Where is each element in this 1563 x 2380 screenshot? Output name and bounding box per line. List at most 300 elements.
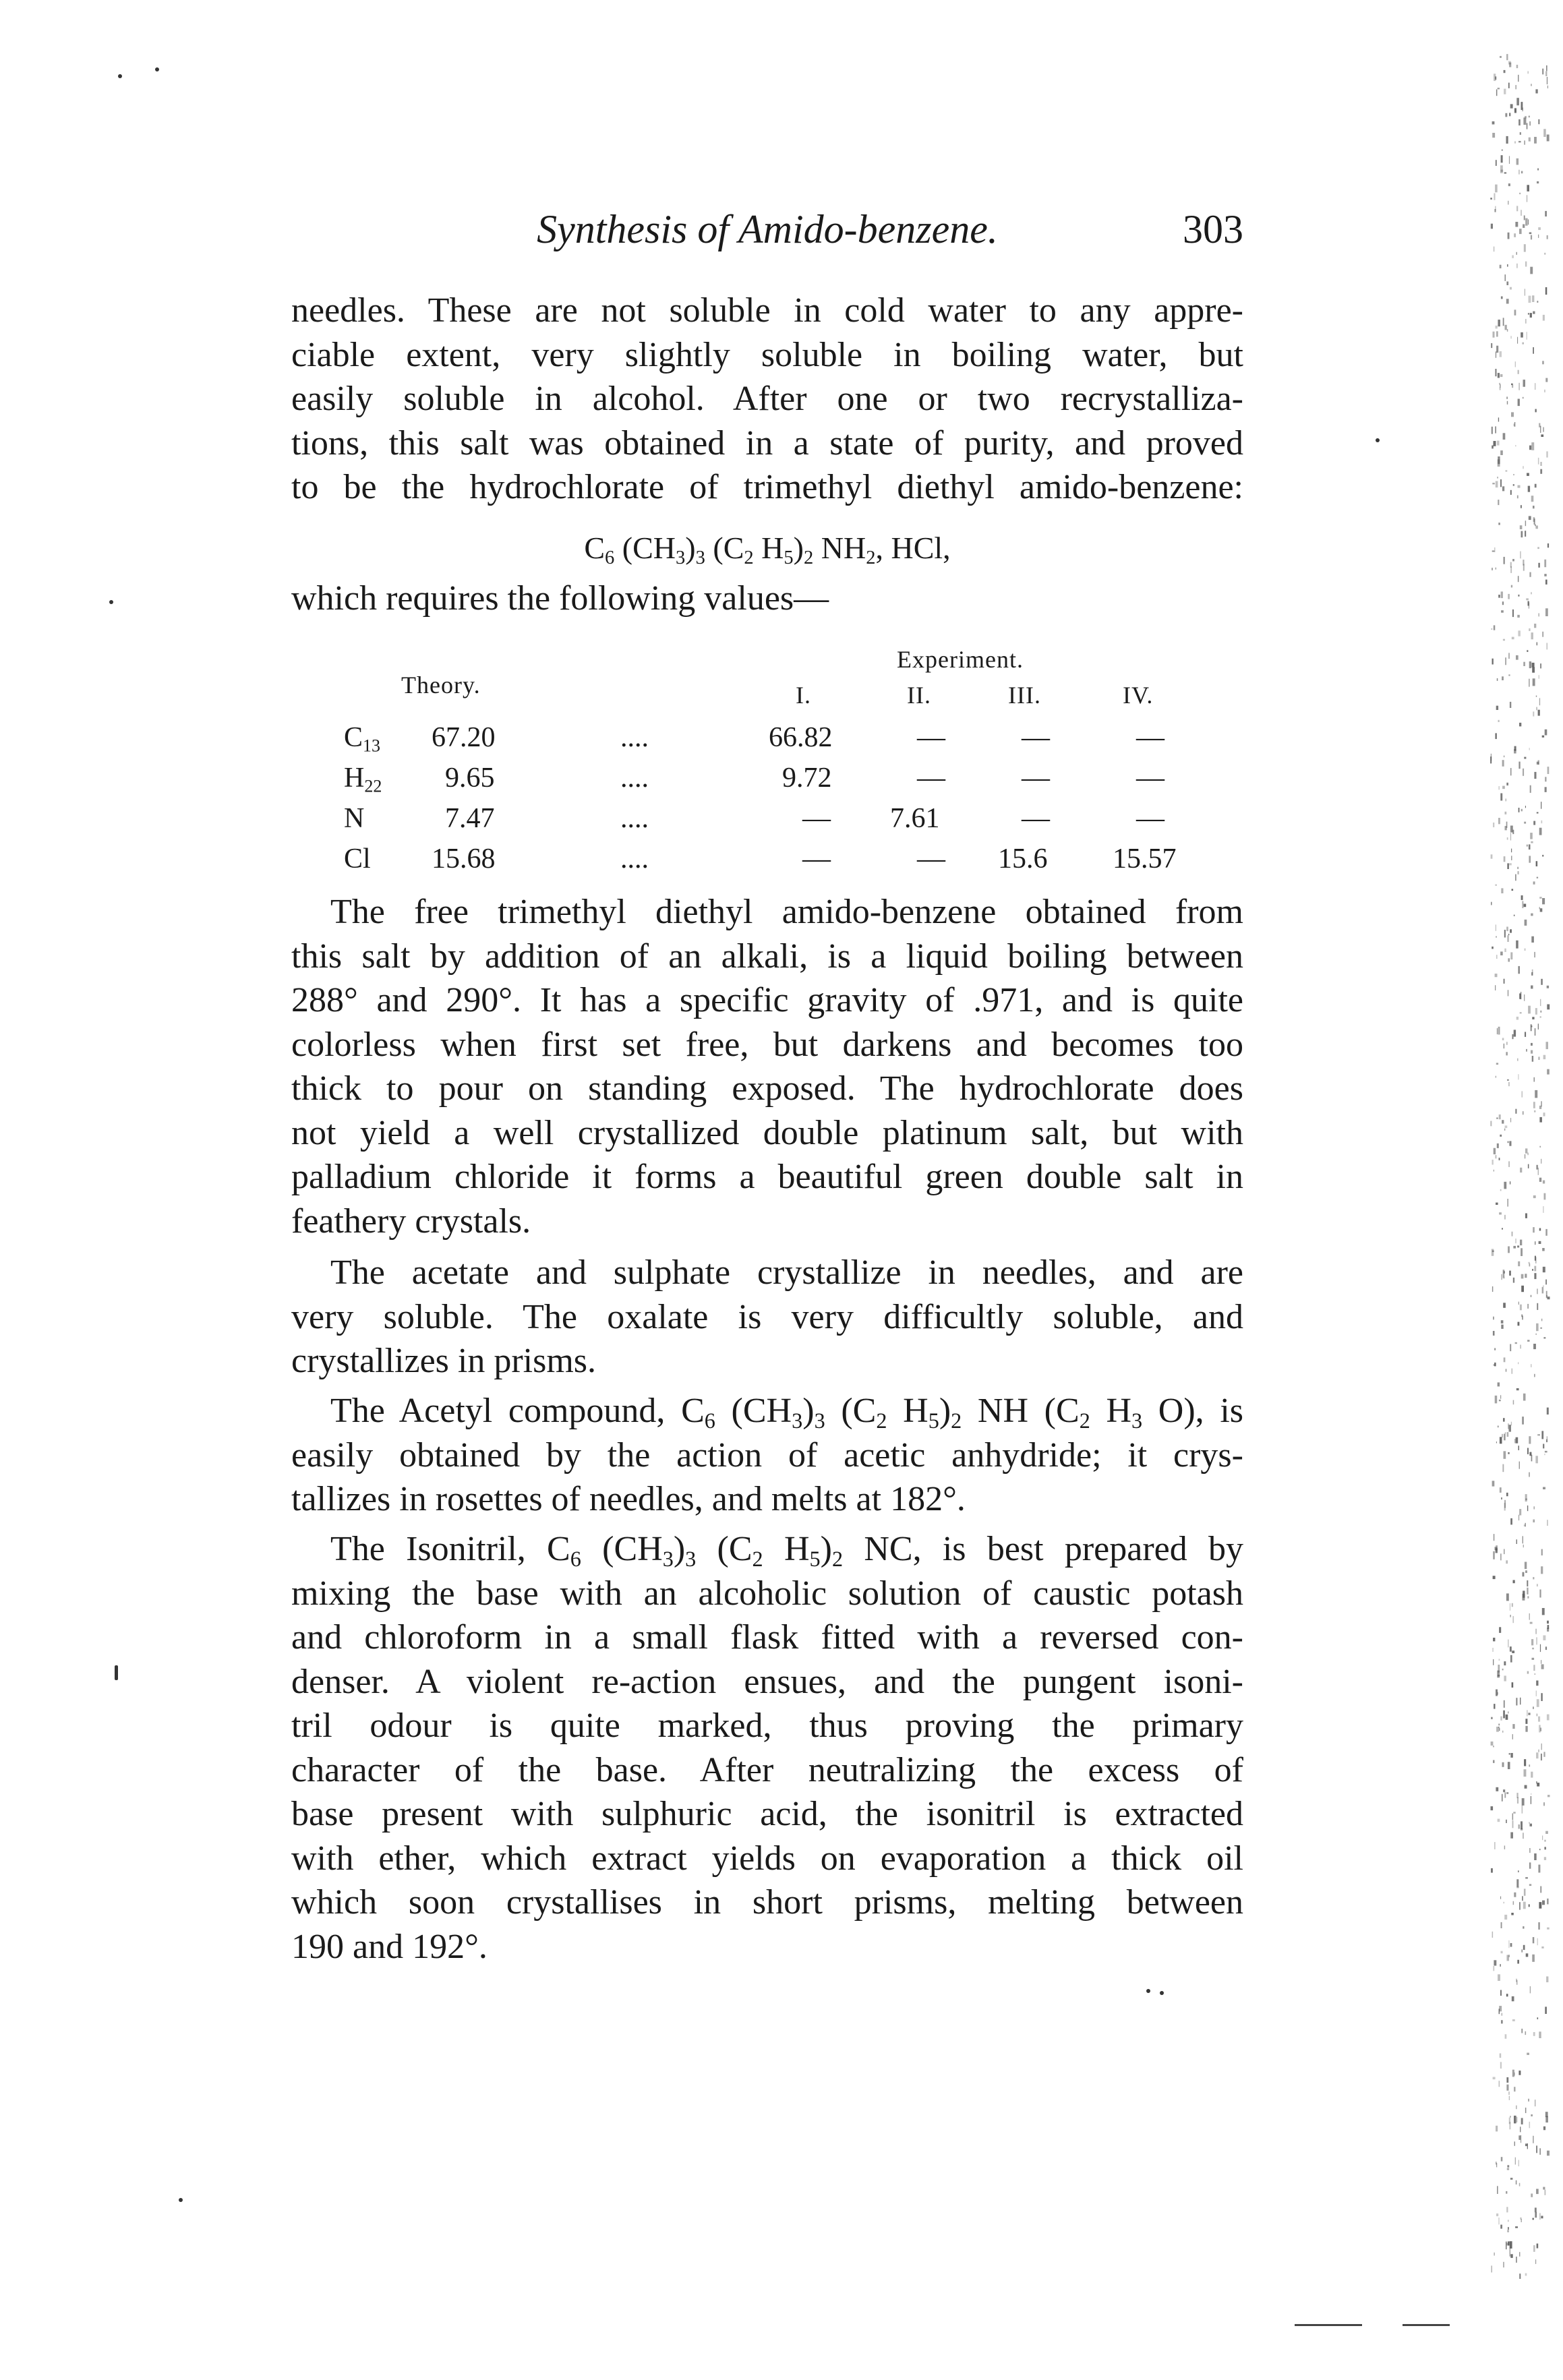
- scan-noise-mark: [1506, 396, 1508, 398]
- scan-noise-mark: [1493, 1966, 1494, 1971]
- scan-noise-mark: [1516, 1539, 1517, 1544]
- scan-noise-mark: [1543, 1055, 1546, 1059]
- scan-noise-mark: [1510, 1753, 1512, 1758]
- scan-noise-mark: [1496, 160, 1497, 166]
- scan-noise-mark: [1516, 264, 1518, 268]
- scan-noise-mark: [1533, 881, 1535, 884]
- scan-noise-mark: [1525, 1785, 1527, 1789]
- scan-noise-mark: [1510, 2241, 1512, 2249]
- scan-noise-mark: [1517, 1960, 1519, 1964]
- scan-noise-mark: [1527, 1506, 1528, 1511]
- scan-noise-mark: [1523, 662, 1525, 666]
- scan-noise-mark: [1508, 233, 1510, 239]
- scan-noise-mark: [1511, 585, 1512, 588]
- scan-noise-mark: [1537, 1783, 1539, 1787]
- scan-noise-mark: [1512, 637, 1514, 640]
- scan-noise-mark: [1506, 927, 1508, 932]
- experiment-value: —: [1022, 803, 1050, 834]
- scan-noise-mark: [1491, 902, 1492, 905]
- text-line: easily soluble in alcohol. After one or two recrystalliza-: [291, 380, 1243, 418]
- scan-noise-mark: [1500, 1897, 1501, 1899]
- scan-noise-mark: [1535, 2259, 1536, 2264]
- scan-edge-noise: [1483, 54, 1551, 2279]
- scan-noise-mark: [1537, 877, 1538, 879]
- scan-noise-mark: [1506, 1593, 1509, 1601]
- text-line: The acetate and sulphate crystallize in needles, and are: [330, 1253, 1243, 1292]
- scan-noise-mark: [1504, 1044, 1505, 1048]
- scan-noise-mark: [1538, 235, 1539, 238]
- scan-noise-mark: [1531, 235, 1532, 240]
- scan-noise-mark: [1521, 1828, 1523, 1831]
- scan-noise-mark: [1539, 1241, 1541, 1244]
- scan-noise-mark: [1502, 486, 1504, 491]
- scan-noise-mark: [1531, 936, 1534, 943]
- scan-noise-mark: [1523, 1394, 1526, 1401]
- scan-noise-mark: [1545, 1831, 1548, 1834]
- scan-noise-mark: [1524, 757, 1526, 759]
- scan-noise-mark: [1490, 1121, 1492, 1127]
- scan-noise-mark: [1509, 863, 1512, 865]
- scan-noise-mark: [1535, 409, 1537, 413]
- scan-noise-mark: [1492, 659, 1494, 665]
- scan-noise-mark: [1529, 1884, 1531, 1886]
- scan-noise-mark: [1507, 264, 1508, 267]
- scan-noise-mark: [1541, 1754, 1542, 1760]
- scan-noise-mark: [1494, 625, 1496, 630]
- scan-noise-mark: [1498, 818, 1500, 824]
- scan-noise-mark: [1518, 1261, 1520, 1266]
- scan-noise-mark: [1540, 1886, 1541, 1893]
- scan-noise-mark: [1523, 769, 1524, 776]
- scan-noise-mark: [1506, 1560, 1508, 1564]
- scan-noise-mark: [1538, 1717, 1540, 1722]
- scan-noise-mark: [1517, 615, 1520, 618]
- scan-noise-mark: [1523, 397, 1524, 398]
- scan-noise-mark: [1523, 1572, 1525, 1577]
- scan-noise-mark: [1500, 1717, 1502, 1721]
- scan-noise-mark: [1504, 1902, 1505, 1903]
- scan-noise-mark: [1504, 979, 1505, 984]
- scan-noise-mark: [1533, 1195, 1536, 1198]
- scan-noise-mark: [1544, 1454, 1545, 1455]
- scan-noise-mark: [1526, 1953, 1529, 1957]
- scan-noise-mark: [1512, 609, 1514, 617]
- scan-noise-mark: [1541, 1664, 1544, 1669]
- scan-noise-mark: [1514, 2116, 1516, 2124]
- scan-noise-mark: [1533, 711, 1534, 716]
- scan-noise-mark: [1514, 233, 1516, 237]
- scan-noise-mark: [1495, 76, 1496, 80]
- text-line: feathery crystals.: [291, 1201, 531, 1241]
- scan-noise-mark: [1547, 1005, 1550, 1010]
- scan-noise-mark: [1540, 663, 1541, 668]
- scan-noise-mark: [1509, 2096, 1510, 2100]
- scan-noise-mark: [1499, 1627, 1501, 1633]
- scan-noise-mark: [1495, 974, 1498, 977]
- scan-noise-mark: [1508, 1082, 1509, 1086]
- text-line: The Isonitril, $C_6$ $(CH_3)_3$ ($C_2$ $H_5)_2$ NC, is best prepared by: [330, 1530, 1243, 1572]
- scan-noise-mark: [1537, 812, 1539, 814]
- scan-noise-mark: [1500, 1487, 1502, 1493]
- scan-noise-mark: [1529, 661, 1531, 668]
- scan-noise-mark: [1547, 1069, 1550, 1075]
- scan-noise-mark: [1501, 1922, 1502, 1928]
- scan-noise-mark: [1539, 828, 1542, 835]
- scan-noise-mark: [1510, 1518, 1512, 1525]
- scan-noise-mark: [1528, 2099, 1529, 2102]
- scan-noise-mark: [1531, 442, 1534, 450]
- scan-noise-mark: [1516, 941, 1518, 949]
- column-header: IV.: [1123, 682, 1154, 709]
- scan-noise-mark: [1528, 1006, 1531, 1014]
- experiment-value: —: [1022, 763, 1050, 794]
- scan-noise-mark: [1512, 1996, 1514, 2001]
- scan-noise-mark: [1508, 934, 1509, 935]
- scan-noise-mark: [1511, 1913, 1514, 1915]
- scan-noise-mark: [1535, 2207, 1537, 2212]
- scan-noise-mark: [1494, 2253, 1495, 2256]
- scan-noise-mark: [1535, 89, 1537, 93]
- scan-noise-mark: [1498, 459, 1500, 467]
- scan-noise-mark: [1536, 1334, 1537, 1335]
- scan-noise-mark: [1535, 383, 1536, 390]
- scan-noise-mark: [1525, 262, 1527, 267]
- scan-noise-mark: [1498, 417, 1499, 421]
- scan-noise-mark: [1503, 1710, 1505, 1719]
- scan-noise-mark: [1531, 632, 1533, 639]
- scan-noise-mark: [1533, 1577, 1534, 1579]
- scan-noise-mark: [1532, 1269, 1533, 1271]
- scan-noise-mark: [1531, 592, 1532, 594]
- scan-noise-mark: [1542, 1608, 1545, 1615]
- scan-noise-mark: [1547, 986, 1549, 988]
- scan-noise-mark: [1514, 108, 1516, 113]
- scan-noise-mark: [1512, 1682, 1514, 1688]
- scan-noise-mark: [1500, 1553, 1502, 1560]
- scan-noise-mark: [1510, 1344, 1511, 1352]
- scan-noise-mark: [1494, 1364, 1496, 1366]
- text-line: very soluble. The oxalate is very difficultly soluble, and: [291, 1297, 1243, 1336]
- scan-noise-mark: [1538, 563, 1540, 568]
- scan-noise-mark: [1491, 343, 1492, 348]
- scan-noise-mark: [1498, 1819, 1500, 1822]
- scan-noise-mark: [1516, 252, 1518, 255]
- scan-noise-mark: [1491, 1742, 1494, 1746]
- scan-noise-mark: [1527, 473, 1529, 476]
- experiment-value: 9.72: [782, 763, 832, 794]
- scan-noise-mark: [1508, 1452, 1509, 1454]
- scan-noise-mark: [1520, 1305, 1522, 1311]
- scan-noise-mark: [1546, 1042, 1549, 1049]
- scan-noise-mark: [1510, 490, 1512, 495]
- theory-value: 15.68: [432, 843, 496, 874]
- scan-noise-mark: [1502, 1120, 1504, 1123]
- scan-noise-mark: [1508, 958, 1510, 961]
- scan-noise-mark: [1525, 1562, 1527, 1570]
- scan-noise-mark: [1547, 1795, 1550, 1797]
- scan-noise-mark: [1532, 667, 1535, 672]
- scan-noise-mark: [1502, 150, 1503, 151]
- scan-noise-mark: [1543, 129, 1546, 137]
- scan-noise-mark: [1500, 450, 1503, 455]
- scan-noise-mark: [1495, 209, 1496, 212]
- scan-noise-mark: [1508, 1762, 1510, 1769]
- scan-noise-mark: [1541, 979, 1543, 985]
- scan-noise-mark: [1530, 1986, 1531, 1993]
- scan-noise-mark: [1500, 2225, 1502, 2229]
- text-line: character of the base. After neutralizing the excess of: [291, 1750, 1243, 1789]
- scan-noise-mark: [1525, 949, 1526, 951]
- scan-noise-mark: [1528, 313, 1529, 314]
- scan-noise-mark: [1531, 1796, 1532, 1804]
- scan-noise-mark: [1505, 812, 1507, 814]
- scan-noise-mark: [1536, 1752, 1538, 1758]
- scan-noise-mark: [1494, 1148, 1496, 1154]
- scan-noise-mark: [1534, 1110, 1536, 1112]
- scan-noise-mark: [1497, 2186, 1498, 2194]
- scan-noise-mark: [1539, 1902, 1541, 1909]
- scan-noise-mark: [1501, 1320, 1504, 1323]
- scan-noise-mark: [1520, 1698, 1521, 1705]
- scan-noise-mark: [1529, 1862, 1531, 1868]
- scan-noise-mark: [1547, 86, 1548, 88]
- scan-noise-mark: [1539, 1849, 1540, 1850]
- scan-noise-mark: [1530, 785, 1531, 793]
- scan-noise-mark: [1525, 1148, 1527, 1153]
- scan-noise-mark: [1521, 531, 1523, 538]
- paragraph-free-base: [291, 890, 1243, 1243]
- scan-noise-mark: [1547, 1928, 1550, 1930]
- scan-noise-mark: [1543, 1752, 1545, 1756]
- scan-noise-mark: [1501, 2013, 1502, 2016]
- scan-noise-mark: [1529, 844, 1531, 850]
- scan-noise-mark: [1528, 219, 1529, 225]
- scan-noise-mark: [1535, 1028, 1536, 1036]
- scan-noise-mark: [1514, 1893, 1516, 1897]
- scan-noise-mark: [1496, 955, 1498, 959]
- scan-noise-mark: [1492, 568, 1493, 570]
- text-line: denser. A violent re-action ensues, and the pungent isoni-: [291, 1662, 1243, 1701]
- scan-noise-mark: [1504, 1182, 1506, 1189]
- scan-noise-mark: [1493, 1551, 1495, 1559]
- scan-noise-mark: [1519, 229, 1522, 234]
- scan-noise-mark: [1504, 930, 1506, 938]
- scan-noise-mark: [1497, 678, 1498, 681]
- scan-noise-mark: [1524, 904, 1527, 908]
- scan-noise-mark: [1539, 1146, 1541, 1148]
- theory-value: 7.47: [445, 803, 495, 834]
- scan-noise-mark: [1507, 935, 1509, 942]
- scan-noise-mark: [1521, 2118, 1523, 2124]
- scan-noise-mark: [1519, 2183, 1521, 2186]
- scan-noise-mark: [1530, 833, 1533, 839]
- experiment-value: —: [917, 722, 945, 753]
- scan-noise-mark: [1504, 1661, 1506, 1665]
- paragraph-isonitril: [291, 1527, 1243, 1969]
- scan-noise-mark: [1537, 2017, 1539, 2019]
- scan-noise-mark: [1506, 1994, 1508, 1996]
- scan-noise-mark: [1495, 985, 1496, 990]
- scan-speck: [179, 2198, 183, 2202]
- scan-noise-mark: [1518, 966, 1520, 974]
- scan-noise-mark: [1528, 486, 1530, 492]
- scan-noise-mark: [1512, 1734, 1513, 1739]
- leader-dots: ....: [620, 843, 649, 874]
- scan-noise-mark: [1492, 121, 1495, 125]
- scan-noise-mark: [1512, 385, 1513, 388]
- scan-noise-mark: [1526, 1049, 1527, 1052]
- scan-noise-mark: [1525, 319, 1527, 324]
- scan-speck: [155, 67, 159, 71]
- scan-noise-mark: [1547, 2151, 1550, 2156]
- scan-noise-mark: [1527, 2053, 1529, 2055]
- scan-noise-mark: [1495, 426, 1496, 433]
- scan-noise-mark: [1521, 1248, 1523, 1256]
- scan-noise-mark: [1547, 1520, 1548, 1526]
- scan-noise-mark: [1505, 1125, 1508, 1128]
- scan-noise-mark: [1506, 2077, 1508, 2083]
- scan-noise-mark: [1546, 65, 1547, 71]
- scan-noise-mark: [1537, 1584, 1538, 1586]
- scan-noise-mark: [1491, 854, 1493, 858]
- scan-noise-mark: [1498, 1426, 1499, 1428]
- scan-noise-mark: [1531, 1639, 1533, 1645]
- scan-noise-mark: [1525, 806, 1526, 808]
- scan-noise-mark: [1516, 1879, 1518, 1886]
- scan-noise-mark: [1503, 639, 1505, 641]
- scan-noise-mark: [1529, 679, 1530, 687]
- scan-noise-mark: [1518, 576, 1519, 582]
- scan-noise-mark: [1529, 1848, 1531, 1853]
- scan-noise-mark: [1547, 235, 1548, 239]
- scan-noise-mark: [1539, 1117, 1542, 1123]
- scan-noise-mark: [1495, 369, 1496, 376]
- scan-noise-mark: [1512, 256, 1514, 258]
- scan-noise-mark: [1534, 1374, 1535, 1377]
- scan-noise-mark: [1531, 986, 1533, 989]
- text-line: thick to pour on standing exposed. The hydrochlorate does: [291, 1069, 1243, 1108]
- scan-noise-mark: [1543, 2126, 1545, 2131]
- scan-noise-mark: [1493, 332, 1495, 338]
- scan-noise-mark: [1508, 653, 1509, 659]
- experiment-header: Experiment.: [897, 646, 1024, 673]
- scan-noise-mark: [1506, 783, 1508, 785]
- scan-noise-mark: [1546, 1291, 1547, 1299]
- scan-noise-mark: [1505, 1432, 1506, 1433]
- scan-noise-mark: [1510, 826, 1513, 833]
- scan-noise-mark: [1501, 155, 1503, 162]
- scan-noise-mark: [1494, 441, 1496, 446]
- scan-noise-mark: [1498, 1974, 1500, 1981]
- scan-noise-mark: [1541, 1549, 1543, 1555]
- scan-noise-mark: [1533, 347, 1534, 354]
- scan-noise-mark: [1543, 1112, 1545, 1116]
- scan-noise-mark: [1496, 1548, 1498, 1553]
- scan-noise-mark: [1498, 523, 1500, 525]
- scan-noise-mark: [1525, 1719, 1527, 1724]
- scan-noise-mark: [1521, 809, 1523, 812]
- scan-noise-mark: [1525, 1877, 1528, 1878]
- scan-noise-mark: [1525, 2273, 1527, 2276]
- scan-noise-mark: [1533, 1706, 1534, 1709]
- scan-noise-mark: [1501, 2157, 1503, 2161]
- experiment-value: 15.6: [998, 843, 1048, 874]
- scan-noise-mark: [1496, 346, 1498, 353]
- scan-noise-mark: [1530, 267, 1533, 274]
- scan-noise-mark: [1508, 2091, 1510, 2095]
- scan-noise-mark: [1543, 1337, 1545, 1338]
- scan-noise-mark: [1507, 401, 1508, 405]
- text-line: palladium chloride it forms a beautiful green double salt in: [291, 1158, 1243, 1196]
- scan-noise-mark: [1500, 1189, 1502, 1191]
- scan-noise-mark: [1520, 2126, 1521, 2132]
- scan-speck: [1146, 1989, 1150, 1993]
- scan-noise-mark: [1540, 462, 1542, 466]
- scan-noise-mark: [1493, 1746, 1494, 1747]
- scan-noise-mark: [1535, 1256, 1536, 1261]
- scan-noise-mark: [1523, 225, 1525, 229]
- scan-noise-mark: [1533, 1665, 1535, 1671]
- scan-noise-mark: [1517, 496, 1518, 499]
- scan-noise-mark: [1518, 630, 1521, 636]
- scan-noise-mark: [1529, 446, 1531, 450]
- scan-noise-mark: [1496, 706, 1498, 710]
- scan-noise-mark: [1507, 2168, 1509, 2170]
- scan-noise-mark: [1531, 1043, 1533, 1046]
- scan-noise-mark: [1545, 378, 1547, 382]
- scan-noise-mark: [1494, 1704, 1495, 1709]
- scan-noise-mark: [1542, 855, 1543, 857]
- scan-noise-mark: [1496, 1118, 1498, 1119]
- scan-noise-mark: [1529, 572, 1531, 577]
- scan-noise-mark: [1504, 1700, 1505, 1708]
- scan-noise-mark: [1533, 517, 1535, 522]
- scan-noise-mark: [1521, 505, 1522, 508]
- scan-noise-mark: [1500, 951, 1503, 955]
- scan-noise-mark: [1524, 1759, 1526, 1766]
- scan-noise-mark: [1508, 674, 1510, 676]
- scan-noise-mark: [1496, 481, 1498, 488]
- table-row: N: [344, 803, 365, 834]
- experiment-value: —: [1136, 722, 1164, 753]
- scan-noise-mark: [1522, 1806, 1523, 1814]
- scan-noise-mark: [1506, 1493, 1508, 1496]
- scan-noise-mark: [1537, 1434, 1540, 1435]
- scan-noise-mark: [1497, 441, 1499, 446]
- scan-noise-mark: [1536, 1637, 1537, 1644]
- text-line: and chloroform in a small flask fitted with a reversed con-: [291, 1618, 1243, 1657]
- scan-noise-mark: [1501, 1325, 1503, 1329]
- scan-noise-mark: [1527, 1304, 1529, 1309]
- scan-noise-mark: [1525, 1570, 1527, 1573]
- scan-noise-mark: [1539, 698, 1540, 705]
- scan-noise-mark: [1543, 1444, 1544, 1449]
- scan-noise-mark: [1524, 822, 1526, 824]
- scan-noise-mark: [1506, 1792, 1508, 1794]
- scan-noise-mark: [1498, 720, 1500, 722]
- scan-noise-mark: [1492, 947, 1494, 949]
- scan-noise-mark: [1508, 1940, 1509, 1948]
- scan-noise-mark: [1512, 1603, 1513, 1607]
- scan-noise-mark: [1509, 156, 1510, 164]
- scan-noise-mark: [1515, 2158, 1516, 2165]
- scan-noise-mark: [1542, 898, 1545, 904]
- scan-noise-mark: [1501, 610, 1504, 613]
- scan-noise-mark: [1502, 760, 1504, 767]
- scan-noise-mark: [1512, 1724, 1514, 1729]
- scan-noise-mark: [1507, 329, 1508, 332]
- scan-noise-mark: [1518, 1446, 1520, 1450]
